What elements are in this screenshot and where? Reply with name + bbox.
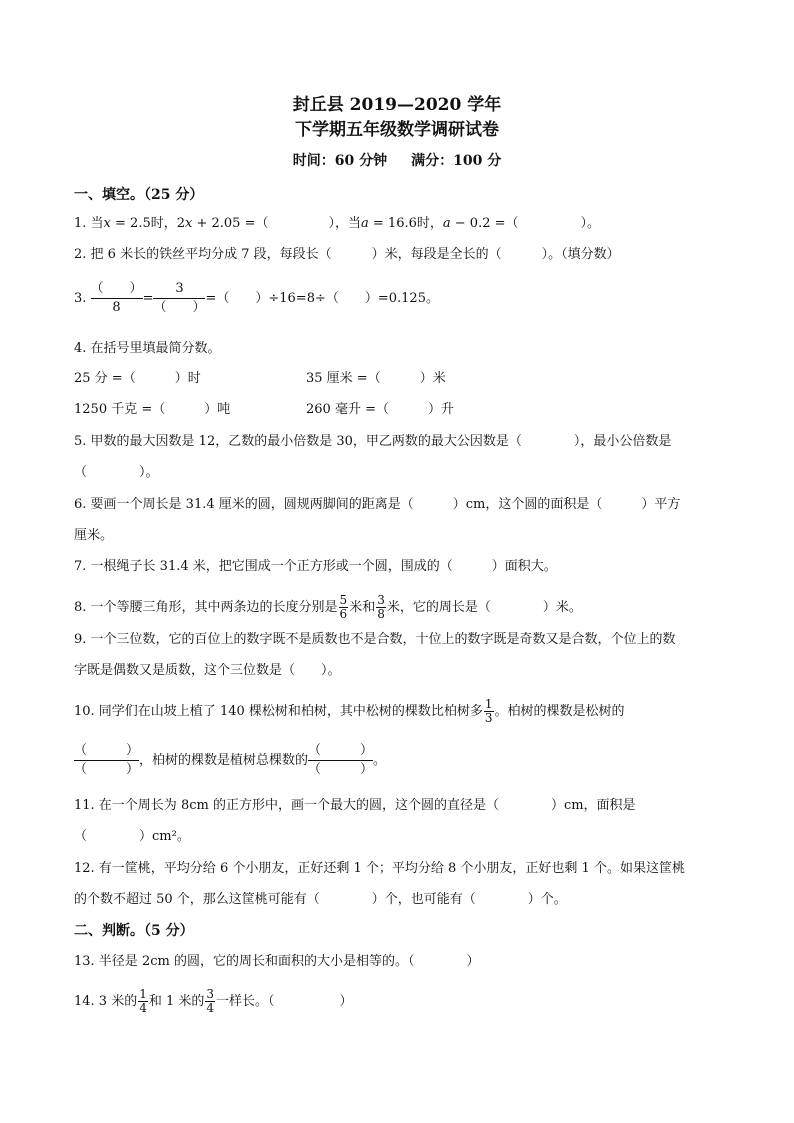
question-4: 4. 在括号里填最简分数。 — [74, 341, 221, 356]
question-9-line1: 9. 一个三位数，它的百位上的数字既不是质数也不是合数，十位上的数字既是奇数又是合数，个位上的数 — [74, 632, 676, 647]
question-5-line1: 5. 甲数的最大因数是 12，乙数的最小倍数是 30，甲乙两数的最大公因数是（ ），最小公倍数是 — [74, 434, 672, 449]
fraction-1-3: $\frac{1}{3}$ — [484, 697, 493, 725]
question-4d: 260 毫升 =（ ）升 — [306, 402, 454, 417]
question-12-line2: 的个数不超过 50 个，那么这筐桃可能有（ ）个，也可能有（ ）个。 — [74, 892, 567, 907]
question-4a: 25 分 =（ ）时 — [74, 371, 201, 386]
question-8: 8. 一个等腰三角形，其中两条边的长度分别是 $\frac{5}{6}$ 米和 $\frac{3}{8}$ 米，它的周长是（ ）米。 — [74, 593, 582, 621]
question-11-line2: （ ）cm²。 — [74, 829, 190, 844]
fraction-3-4: $\frac{3}{4}$ — [206, 987, 215, 1015]
question-9-line2: 字既是偶数又是质数，这个三位数是（ ）。 — [74, 663, 341, 678]
time-limit: 时间：60 分钟 — [292, 153, 388, 169]
question-4c: 1250 千克 =（ ）吨 — [74, 402, 231, 417]
question-2: 2. 把 6 米长的铁丝平均分成 7 段，每段长（ ）米，每段是全长的（ ）。（填分数） — [74, 247, 620, 262]
fraction-1-4: $\frac{1}{4}$ — [139, 987, 147, 1015]
question-6-line2: 厘米。 — [74, 528, 114, 543]
question-13: 13. 半径是 2cm 的圆，它的周长和面积的大小是相等的。（ ） — [74, 954, 480, 969]
exam-info — [0, 152, 794, 170]
question-7: 7. 一根绳子长 31.4 米，把它围成一个正方形或一个圆，围成的（ ）面积大。 — [74, 559, 557, 574]
question-6-line1: 6. 要画一个周长是 31.4 厘米的圆，圆规两脚间的距离是（ ）cm，这个圆的面积是（ ）平方 — [74, 497, 681, 512]
question-10-line2: （ ） （ ） ，柏树的棵数是植树总棵数的 （ ） （ ） 。 — [74, 743, 387, 777]
fraction-3-8: $\frac{3}{8}$ — [377, 593, 385, 621]
question-11-line1: 11. 在一个周长为 8cm 的正方形中，画一个最大的圆，这个圆的直径是（ ）cm，面积是 — [74, 798, 636, 813]
question-3: 3. （ ） 8 = 3 （ ） =（ ）÷16=8÷（ ）=0.125。 — [74, 281, 439, 315]
section-judge-heading: 二、判断。（5 分） — [74, 923, 194, 939]
full-score: 满分：100 分 — [411, 153, 502, 169]
fraction-blank-2: （ ） （ ） — [308, 743, 374, 777]
fraction-3-over-blank: 3 （ ） — [153, 281, 206, 315]
fraction-blank-over-8: （ ） 8 — [90, 281, 143, 315]
section-fill-heading: 一、填空。（25 分） — [74, 187, 204, 203]
exam-title: 封丘县 2019—2020 学年 — [292, 95, 502, 115]
fraction-5-6: $\frac{5}{6}$ — [339, 593, 348, 621]
question-10-line1: 10. 同学们在山坡上植了 140 棵松树和柏树，其中松树的棵数比柏树多 $\frac{1}{3}$ 。柏树的棵数是松树的 — [74, 697, 625, 725]
question-4b: 35 厘米 =（ ）米 — [306, 371, 446, 386]
fraction-blank-1: （ ） （ ） — [74, 743, 140, 777]
question-5-line2: （ ）。 — [74, 465, 159, 480]
exam-subtitle: 下学期五年级数学调研试卷 — [295, 120, 499, 140]
question-12-line1: 12. 有一筐桃，平均分给 6 个小朋友，正好还剩 1 个；平均分给 8 个小朋友，正好也剩 1 个。如果这筐桃 — [74, 861, 685, 876]
question-14: 14. 3 米的 $\frac{1}{4}$ 和 1 米的 $\frac{3}{4}$ 一样长。（ ） — [74, 987, 353, 1015]
question-1: 1. 当x = 2.5时，2x + 2.05 =（ ），当a = 16.6时，a − 0.2 =（ ）。 — [74, 216, 601, 231]
